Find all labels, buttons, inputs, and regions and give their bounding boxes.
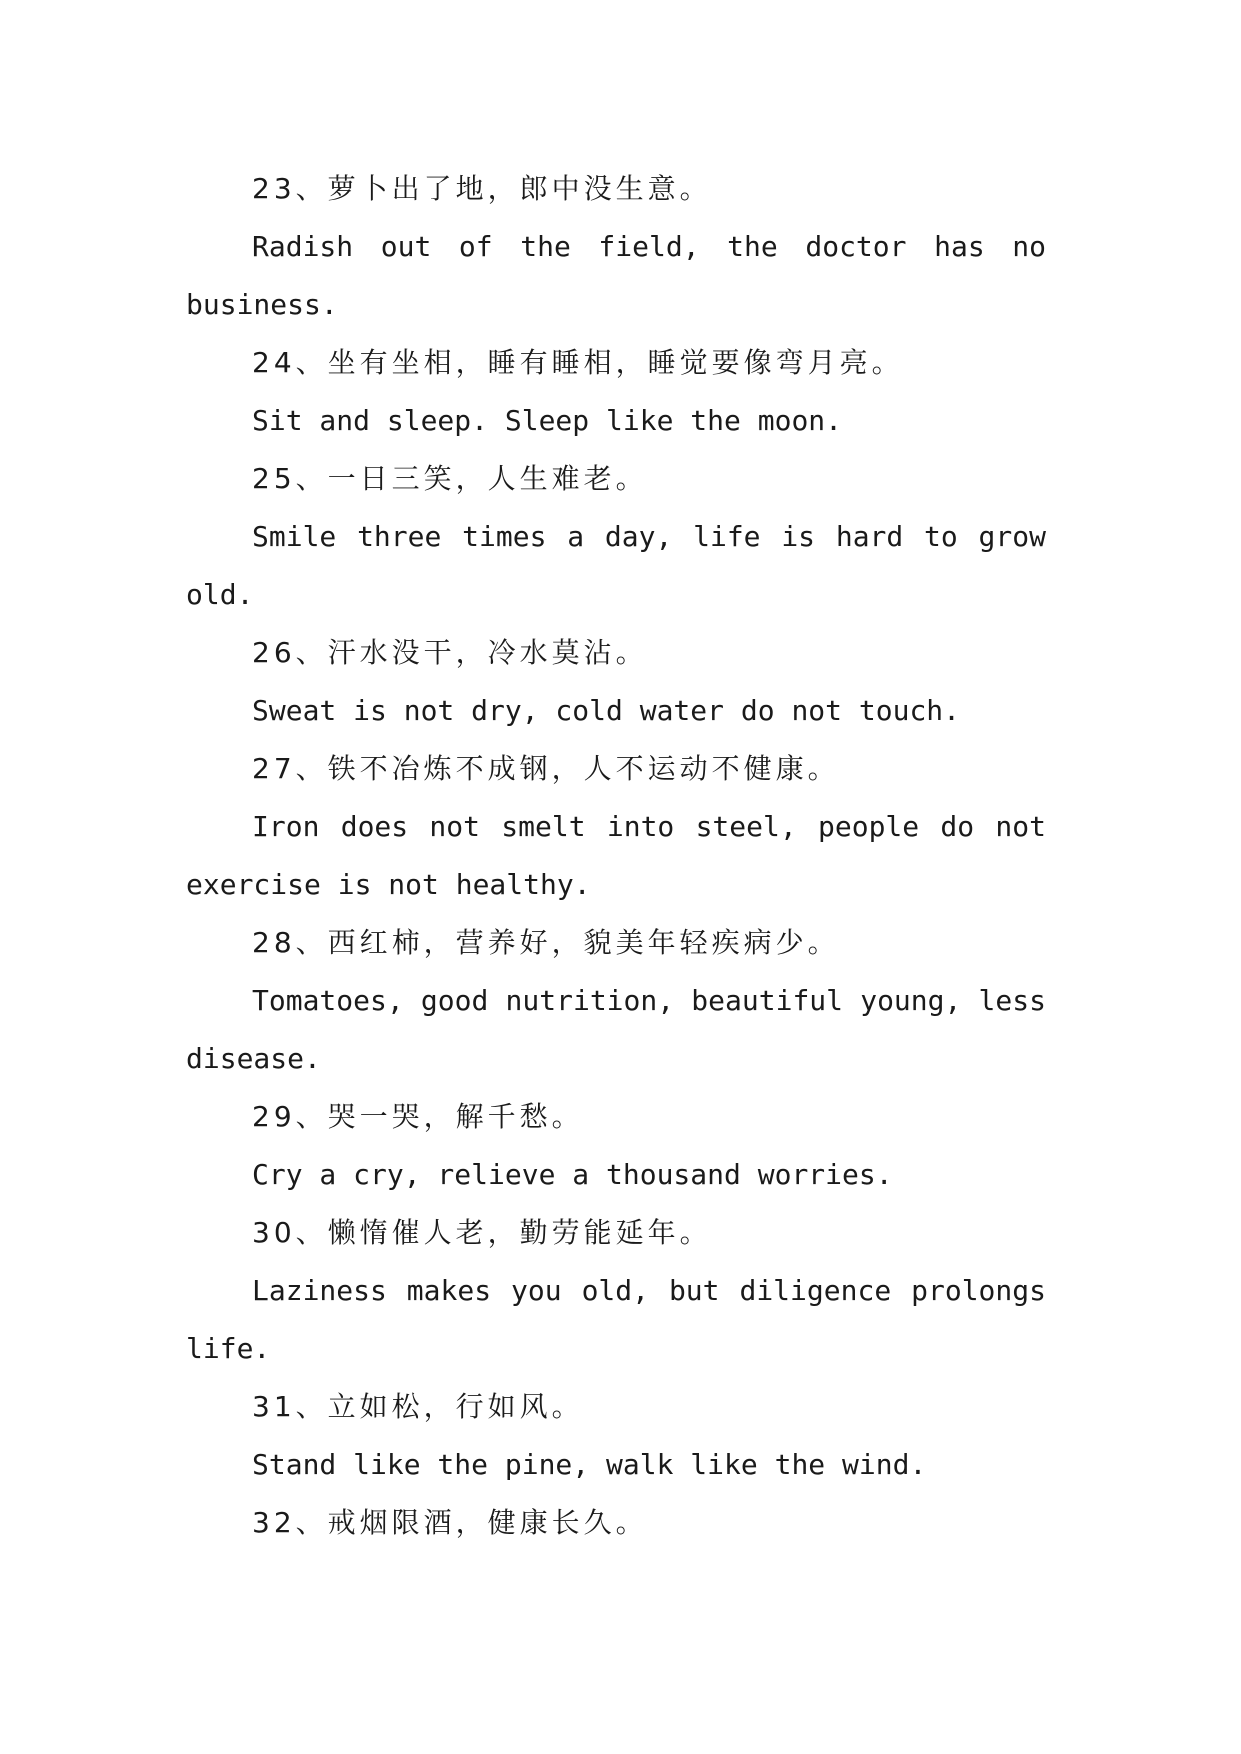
proverb-en-26: Sweat is not dry, cold water do not touch.: [252, 694, 961, 727]
proverb-en-30: Laziness makes you old, but diligence prolongs: [252, 1274, 1046, 1307]
proverb-zh-25: 25、一日三笑，人生难老。: [252, 462, 648, 495]
proverb-zh-24: 24、坐有坐相，睡有睡相，睡觉要像弯月亮。: [252, 346, 904, 379]
proverb-en-31: Stand like the pine, walk like the wind.: [252, 1448, 927, 1481]
proverb-zh-30: 30、懒惰催人老，勤劳能延年。: [252, 1216, 712, 1249]
proverb-list: [186, 160, 1046, 1552]
proverb-en-23-continued: business.: [186, 288, 338, 321]
proverb-en-25: Smile three times a day, life is hard to grow: [252, 520, 1046, 553]
proverb-zh-32: 32、戒烟限酒，健康长久。: [252, 1506, 648, 1539]
proverb-en-28: Tomatoes, good nutrition, beautiful young, less: [252, 984, 1046, 1017]
proverb-en-27: Iron does not smelt into steel, people do not: [252, 810, 1046, 843]
proverb-en-28-continued: disease.: [186, 1042, 321, 1075]
proverb-en-25-continued: old.: [186, 578, 254, 611]
proverb-en-30-continued: life.: [186, 1332, 271, 1365]
proverb-en-24: Sit and sleep. Sleep like the moon.: [252, 404, 843, 437]
proverb-zh-31: 31、立如松，行如风。: [252, 1390, 584, 1423]
proverb-zh-23: 23、萝卜出了地，郎中没生意。: [252, 172, 712, 205]
proverb-en-23: Radish out of the field, the doctor has no: [252, 230, 1046, 263]
proverb-zh-26: 26、汗水没干，冷水莫沾。: [252, 636, 648, 669]
proverb-zh-28: 28、西红柿，营养好，貌美年轻疾病少。: [252, 926, 840, 959]
proverb-zh-27: 27、铁不冶炼不成钢，人不运动不健康。: [252, 752, 840, 785]
proverb-en-29: Cry a cry, relieve a thousand worries.: [252, 1158, 893, 1191]
proverb-zh-29: 29、哭一哭，解千愁。: [252, 1100, 584, 1133]
proverb-en-27-continued: exercise is not healthy.: [186, 868, 591, 901]
